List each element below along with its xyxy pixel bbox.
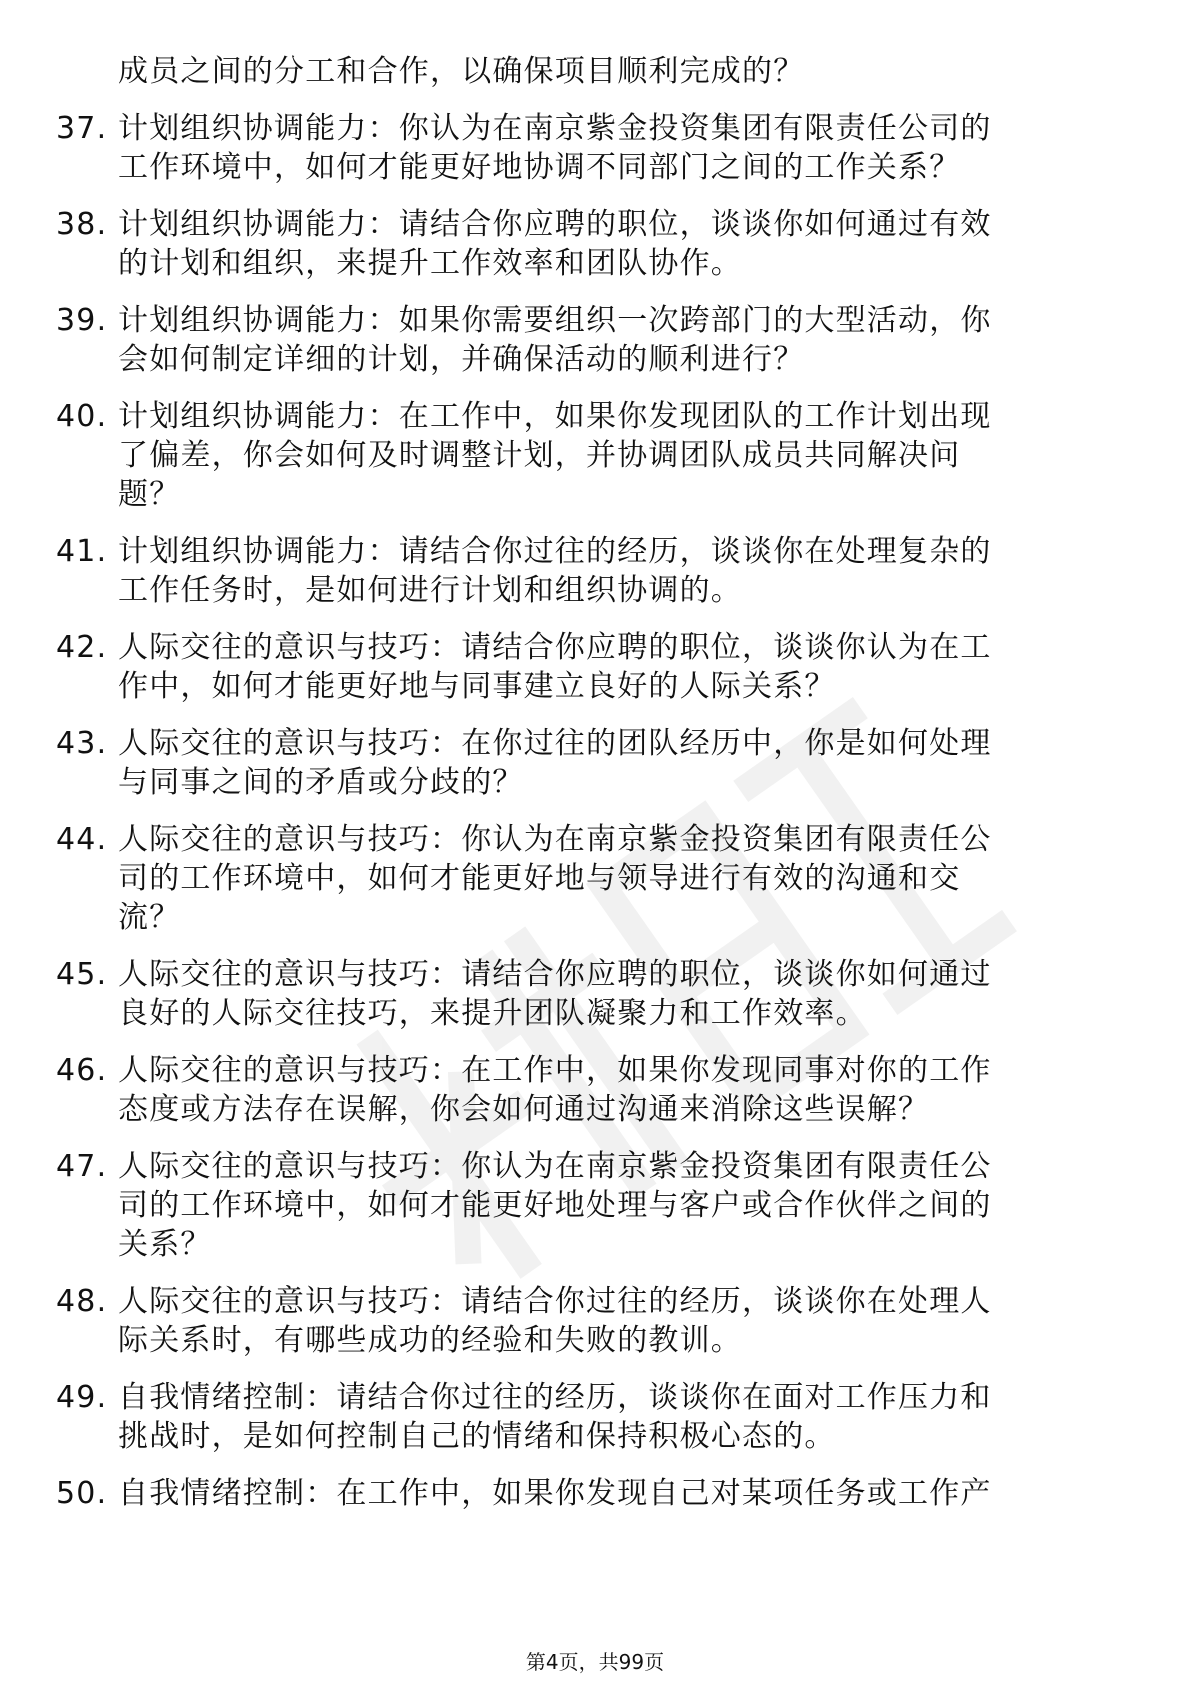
item-text: 人际交往的意识与技巧：请结合你应聘的职位，谈谈你认为在工作中，如何才能更好地与同事建立良好的人际关系？ [118, 630, 992, 704]
item-number: 41. [56, 534, 108, 569]
list-item [0, 1147, 1190, 1264]
item-number: 44. [56, 822, 108, 857]
item-number: 47. [56, 1149, 108, 1184]
item-text: 人际交往的意识与技巧：你认为在南京紫金投资集团有限责任公司的工作环境中，如何才能更好地与领导进行有效的沟通和交流？ [118, 822, 992, 935]
item-text: 计划组织协调能力：请结合你应聘的职位，谈谈你如何通过有效的计划和组织，来提升工作效率和团队协作。 [118, 207, 992, 281]
list-item [0, 109, 1190, 187]
item-text: 计划组织协调能力：请结合你过往的经历，谈谈你在处理复杂的工作任务时，是如何进行计划和组织协调的。 [118, 534, 992, 608]
item-text: 计划组织协调能力：如果你需要组织一次跨部门的大型活动，你会如何制定详细的计划，并确保活动的顺利进行？ [118, 303, 992, 377]
list-item [0, 628, 1190, 706]
item-number: 43. [56, 726, 108, 761]
item-number: 50. [56, 1476, 108, 1511]
list-item [0, 820, 1190, 937]
list-item [0, 1282, 1190, 1360]
item-text: 自我情绪控制：请结合你过往的经历，谈谈你在面对工作压力和挑战时，是如何控制自己的情绪和保持积极心态的。 [118, 1380, 992, 1454]
item-text: 计划组织协调能力：在工作中，如果你发现团队的工作计划出现了偏差，你会如何及时调整计划，并协调团队成员共同解决问题？ [118, 399, 992, 512]
item-number: 38. [56, 207, 108, 242]
item-number: 37. [56, 111, 108, 146]
item-number: 40. [56, 399, 108, 434]
item-text: 人际交往的意识与技巧：你认为在南京紫金投资集团有限责任公司的工作环境中，如何才能更好地处理与客户或合作伙伴之间的关系？ [118, 1149, 992, 1262]
item-text: 自我情绪控制：在工作中，如果你发现自己对某项任务或工作产 [118, 1476, 992, 1511]
item-text: 人际交往的意识与技巧：请结合你应聘的职位，谈谈你如何通过良好的人际交往技巧，来提升团队凝聚力和工作效率。 [118, 957, 992, 1031]
list-item [0, 1378, 1190, 1456]
item-number: 46. [56, 1053, 108, 1088]
list-item [0, 1474, 1190, 1513]
page-footer: 第4页，共99页 [525, 1650, 665, 1674]
list-item [0, 205, 1190, 283]
list-item [0, 1051, 1190, 1129]
item-number: 39. [56, 303, 108, 338]
item-text: 人际交往的意识与技巧：请结合你过往的经历，谈谈你在处理人际关系时，有哪些成功的经验和失败的教训。 [118, 1284, 992, 1358]
item-text: 人际交往的意识与技巧：在你过往的团队经历中，你是如何处理与同事之间的矛盾或分歧的？ [118, 726, 992, 800]
item-number: 42. [56, 630, 108, 665]
list-item [0, 52, 1190, 91]
list-item [0, 301, 1190, 379]
item-text: 人际交往的意识与技巧：在工作中，如果你发现同事对你的工作态度或方法存在误解，你会如何通过沟通来消除这些误解？ [118, 1053, 992, 1127]
list-item [0, 532, 1190, 610]
list-item [0, 724, 1190, 802]
list-item [0, 955, 1190, 1033]
item-number: 49. [56, 1380, 108, 1415]
item-number: 48. [56, 1284, 108, 1319]
question-list [0, 52, 1190, 1513]
list-item [0, 397, 1190, 514]
item-text: 成员之间的分工和合作，以确保项目顺利完成的？ [118, 54, 805, 89]
item-number: 45. [56, 957, 108, 992]
item-text: 计划组织协调能力：你认为在南京紫金投资集团有限责任公司的工作环境中，如何才能更好地协调不同部门之间的工作关系？ [118, 111, 992, 185]
